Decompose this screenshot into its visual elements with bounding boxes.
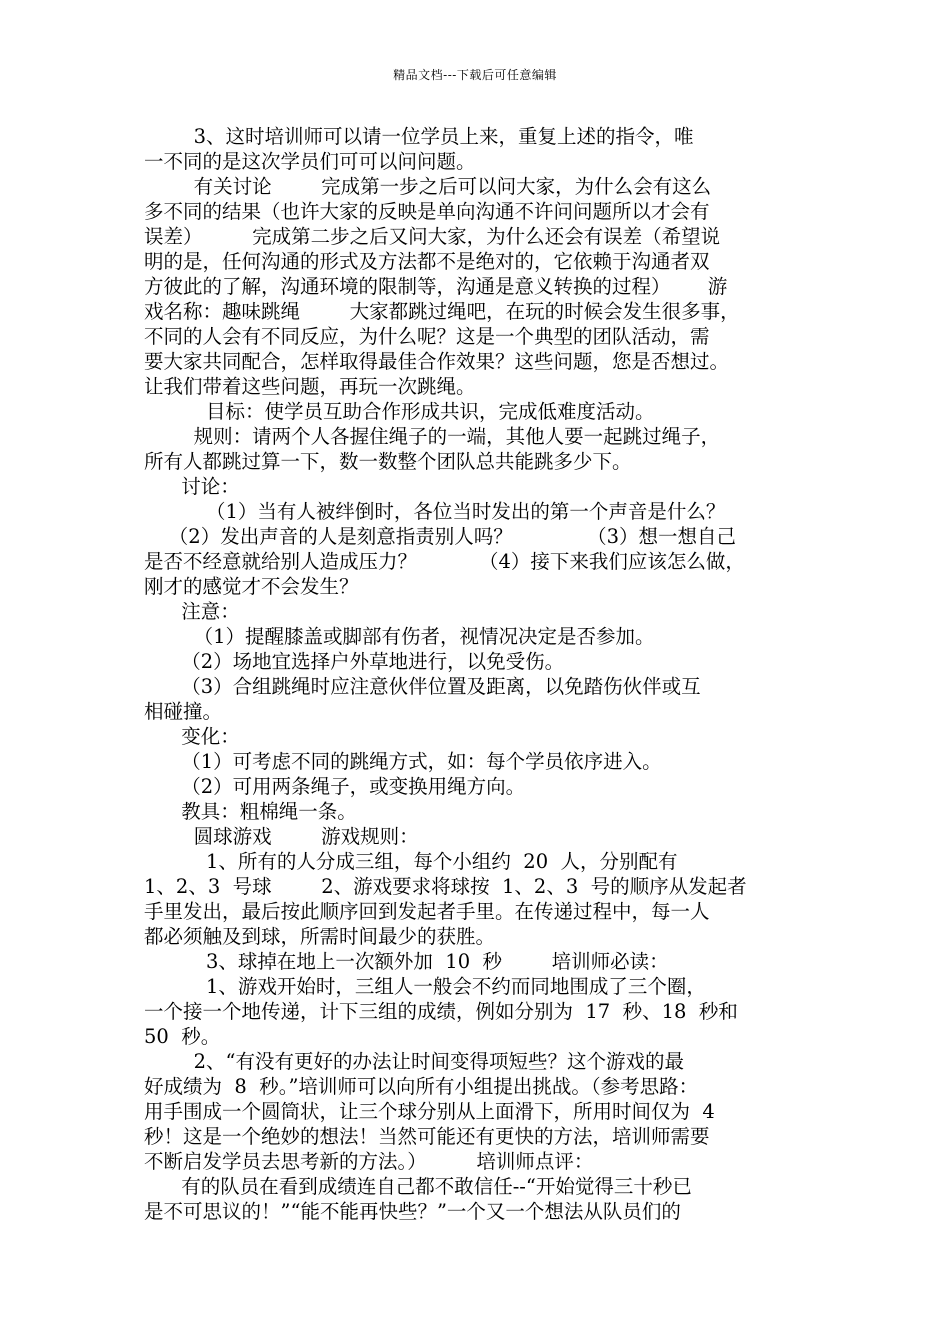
text-line: 一不同的是这次学员们可可以问问题。 <box>144 150 476 173</box>
text-line: 有关讨论 完成第一步之后可以问大家，为什么会有这么 <box>144 175 712 198</box>
text-line: 3、球掉在地上一次额外加 10 秒 培训师必读： <box>144 950 669 973</box>
text-line: 让我们带着这些问题，再玩一次跳绳。 <box>144 375 476 398</box>
text-line: 目标：使学员互助合作形成共识，完成低难度活动。 <box>144 400 655 423</box>
text-line: 有的队员在看到成绩连自己都不敢信任--“开始觉得三十秒已 <box>144 1175 692 1198</box>
text-line: 不同的人会有不同反应，为什么呢？这是一个典型的团队活动，需 <box>144 325 710 348</box>
text-line: （2）可用两条绳子，或变换用绳方向。 <box>144 775 526 798</box>
text-line: 是否不经意就给别人造成压力？ （4）接下来我们应该怎么做， <box>144 550 745 573</box>
text-line: 1、2、3 号球 2、游戏要求将球按 1、2、3 号的顺序从发起者 <box>144 875 747 898</box>
text-line: 要大家共同配合，怎样取得最佳合作效果？这些问题，您是否想过。 <box>144 350 730 373</box>
text-line: 用手围成一个圆筒状，让三个球分别从上面滑下，所用时间仅为 4 <box>144 1100 715 1123</box>
text-line: 注意： <box>144 600 240 623</box>
page-header: 精品文档---下载后可任意编辑 <box>393 68 557 82</box>
text-line: 是不可思议的！”“能不能再快些？”一个又一个想法从队员们的 <box>144 1200 681 1223</box>
text-line: 讨论： <box>144 475 240 498</box>
text-line: 教具：粗棉绳一条。 <box>144 800 357 823</box>
text-line: 3、这时培训师可以请一位学员上来，重复上述的指令，唯 <box>144 125 694 148</box>
text-line: 戏名称：趣味跳绳 大家都跳过绳吧，在玩的时候会发生很多事， <box>144 300 740 323</box>
text-line: 2、“有没有更好的办法让时间变得项短些？这个游戏的最 <box>144 1050 684 1073</box>
text-line: （2）发出声音的人是刻意指责别人吗？ （3）想一想自己 <box>144 525 736 548</box>
text-line: 不断启发学员去思考新的方法。） 培训师点评： <box>144 1150 594 1173</box>
text-line: 相碰撞。 <box>144 700 223 723</box>
text-line: 圆球游戏 游戏规则： <box>144 825 419 848</box>
text-line: 多不同的结果（也许大家的反映是单向沟通不许问问题所以才会有 <box>144 200 710 223</box>
text-line: 规则：请两个人各握住绳子的一端，其他人要一起跳过绳子， <box>144 425 721 448</box>
text-line: （2）场地宜选择户外草地进行，以免受伤。 <box>144 650 565 673</box>
text-line: 手里发出，最后按此顺序回到发起者手里。在传递过程中，每一人 <box>144 900 710 923</box>
text-line: 1、游戏开始时，三组人一般会不约而同地围成了三个圈， <box>144 975 706 998</box>
text-line: 一个接一个地传递，计下三组的成绩，例如分别为 17 秒、18 秒和 <box>144 1000 738 1023</box>
text-line: 好成绩为 8 秒。”培训师可以向所有小组提出挑战。（参考思路： <box>144 1075 699 1098</box>
text-line: 误差） 完成第二步之后又问大家，为什么还会有误差（希望说 <box>144 225 721 248</box>
text-line: 刚才的感觉才不会发生？ <box>144 575 359 598</box>
text-line: 方彼此的了解，沟通环境的限制等，沟通是意义转换的过程） 游 <box>144 275 728 298</box>
text-line: （1）提醒膝盖或脚部有伤者，视情况决定是否参加。 <box>144 625 655 648</box>
text-line: 都必须触及到球，所需时间最少的获胜。 <box>144 925 496 948</box>
text-line: 明的是，任何沟通的形式及方法都不是绝对的，它依赖于沟通者双 <box>144 250 710 273</box>
text-line: （3）合组跳绳时应注意伙伴位置及距离，以免踏伤伙伴或互 <box>144 675 701 698</box>
text-line: 50 秒。 <box>144 1025 221 1048</box>
text-line: 所有人都跳过算一下，数一数整个团队总共能跳多少下。 <box>144 450 632 473</box>
text-line: （1）当有人被绊倒时，各位当时发出的第一个声音是什么？ <box>144 500 726 523</box>
text-line: （1）可考虑不同的跳绳方式，如：每个学员依序进入。 <box>144 750 662 773</box>
text-line: 秒！这是一个绝妙的想法！当然可能还有更快的方法，培训师需要 <box>144 1125 710 1148</box>
text-line: 变化： <box>144 725 240 748</box>
text-line: 1、所有的人分成三组，每个小组约 20 人，分别配有 <box>144 850 678 873</box>
